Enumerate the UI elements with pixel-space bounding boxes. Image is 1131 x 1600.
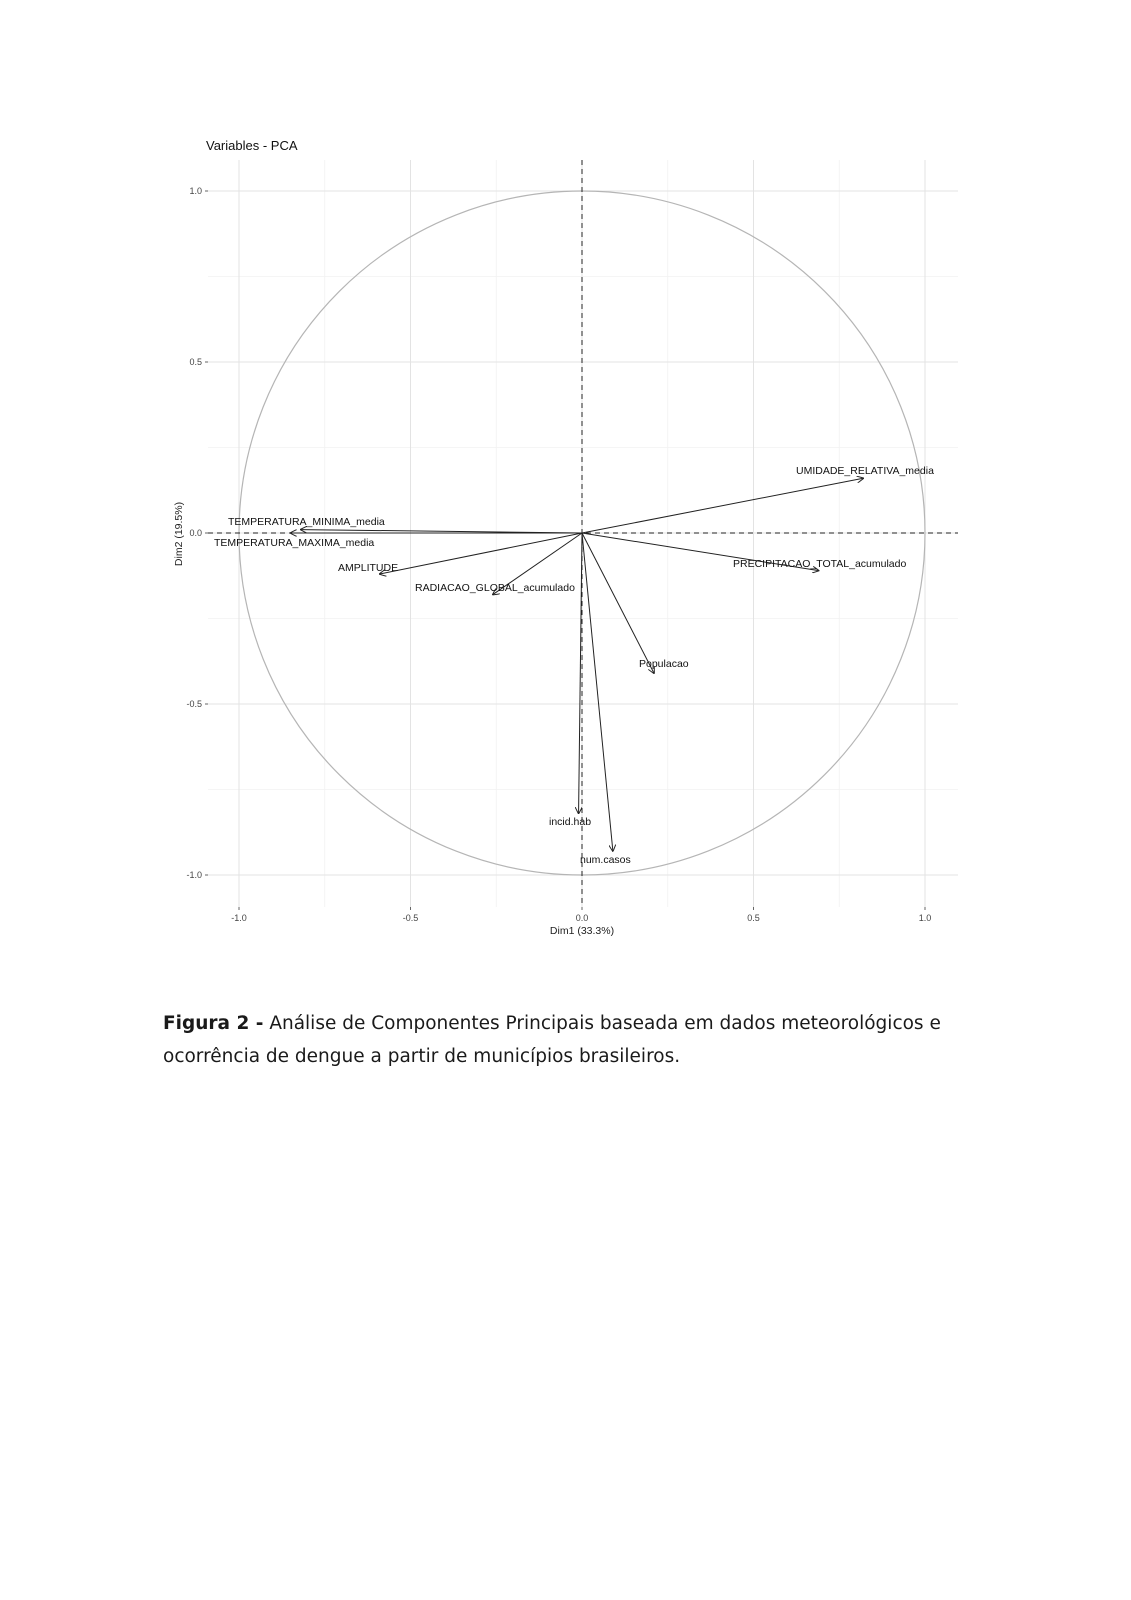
- vector-arrow-incid-hab: [579, 533, 582, 813]
- y-tick-label: -1.0: [186, 870, 202, 880]
- vector-label-precipitacao-total-acumulado: PRECIPITACAO_TOTAL_acumulado: [733, 558, 907, 570]
- x-tick-label: -1.0: [231, 913, 247, 923]
- vector-label-incid-hab: incid.hab: [549, 816, 592, 828]
- axis-ticks: [186, 186, 931, 923]
- x-tick-label: -0.5: [402, 913, 419, 923]
- x-tick-label: 1.0: [918, 913, 932, 923]
- chart-title: Variables - PCA: [206, 138, 298, 153]
- y-tick-label: 0.5: [189, 357, 202, 367]
- figure-caption: [163, 1007, 993, 1073]
- vector-arrow-populacao: [582, 533, 654, 673]
- y-tick-label: -0.5: [186, 699, 202, 709]
- vector-arrow-num-casos: [582, 533, 613, 851]
- vector-label-umidade-relativa-media: UMIDADE_RELATIVA_media: [796, 465, 934, 477]
- y-axis-label: Dim2 (19.5%): [173, 501, 185, 567]
- caption-text: Análise de Componentes Principais baseada em dados meteorológicos e ocorrência de dengue a partir de municípios brasileiros.: [163, 1013, 941, 1067]
- vector-label-temperatura-minima-media: TEMPERATURA_MINIMA_media: [228, 516, 385, 528]
- vector-arrow-temperatura-minima-media: [301, 530, 582, 533]
- vector-label-temperatura-maxima-media: TEMPERATURA_MAXIMA_media: [214, 537, 375, 549]
- vector-arrow-umidade-relativa-media: [582, 478, 863, 533]
- y-tick-label: 1.0: [189, 186, 202, 196]
- vector-label-populacao: Populacao: [639, 658, 689, 670]
- vector-label-num-casos: num.casos: [580, 854, 631, 866]
- vector-layer: [290, 478, 863, 851]
- vector-labels: [214, 465, 934, 866]
- x-tick-label: 0.0: [575, 913, 589, 923]
- vector-label-amplitude: AMPLITUDE: [338, 562, 399, 574]
- caption-label: Figura 2 -: [163, 1013, 264, 1034]
- vector-label-radiacao-global-acumulado: RADIACAO_GLOBAL_acumulado: [415, 582, 575, 594]
- x-axis-label: Dim1 (33.3%): [549, 925, 615, 937]
- x-tick-label: 0.5: [747, 913, 760, 923]
- y-tick-label: 0.0: [189, 528, 202, 538]
